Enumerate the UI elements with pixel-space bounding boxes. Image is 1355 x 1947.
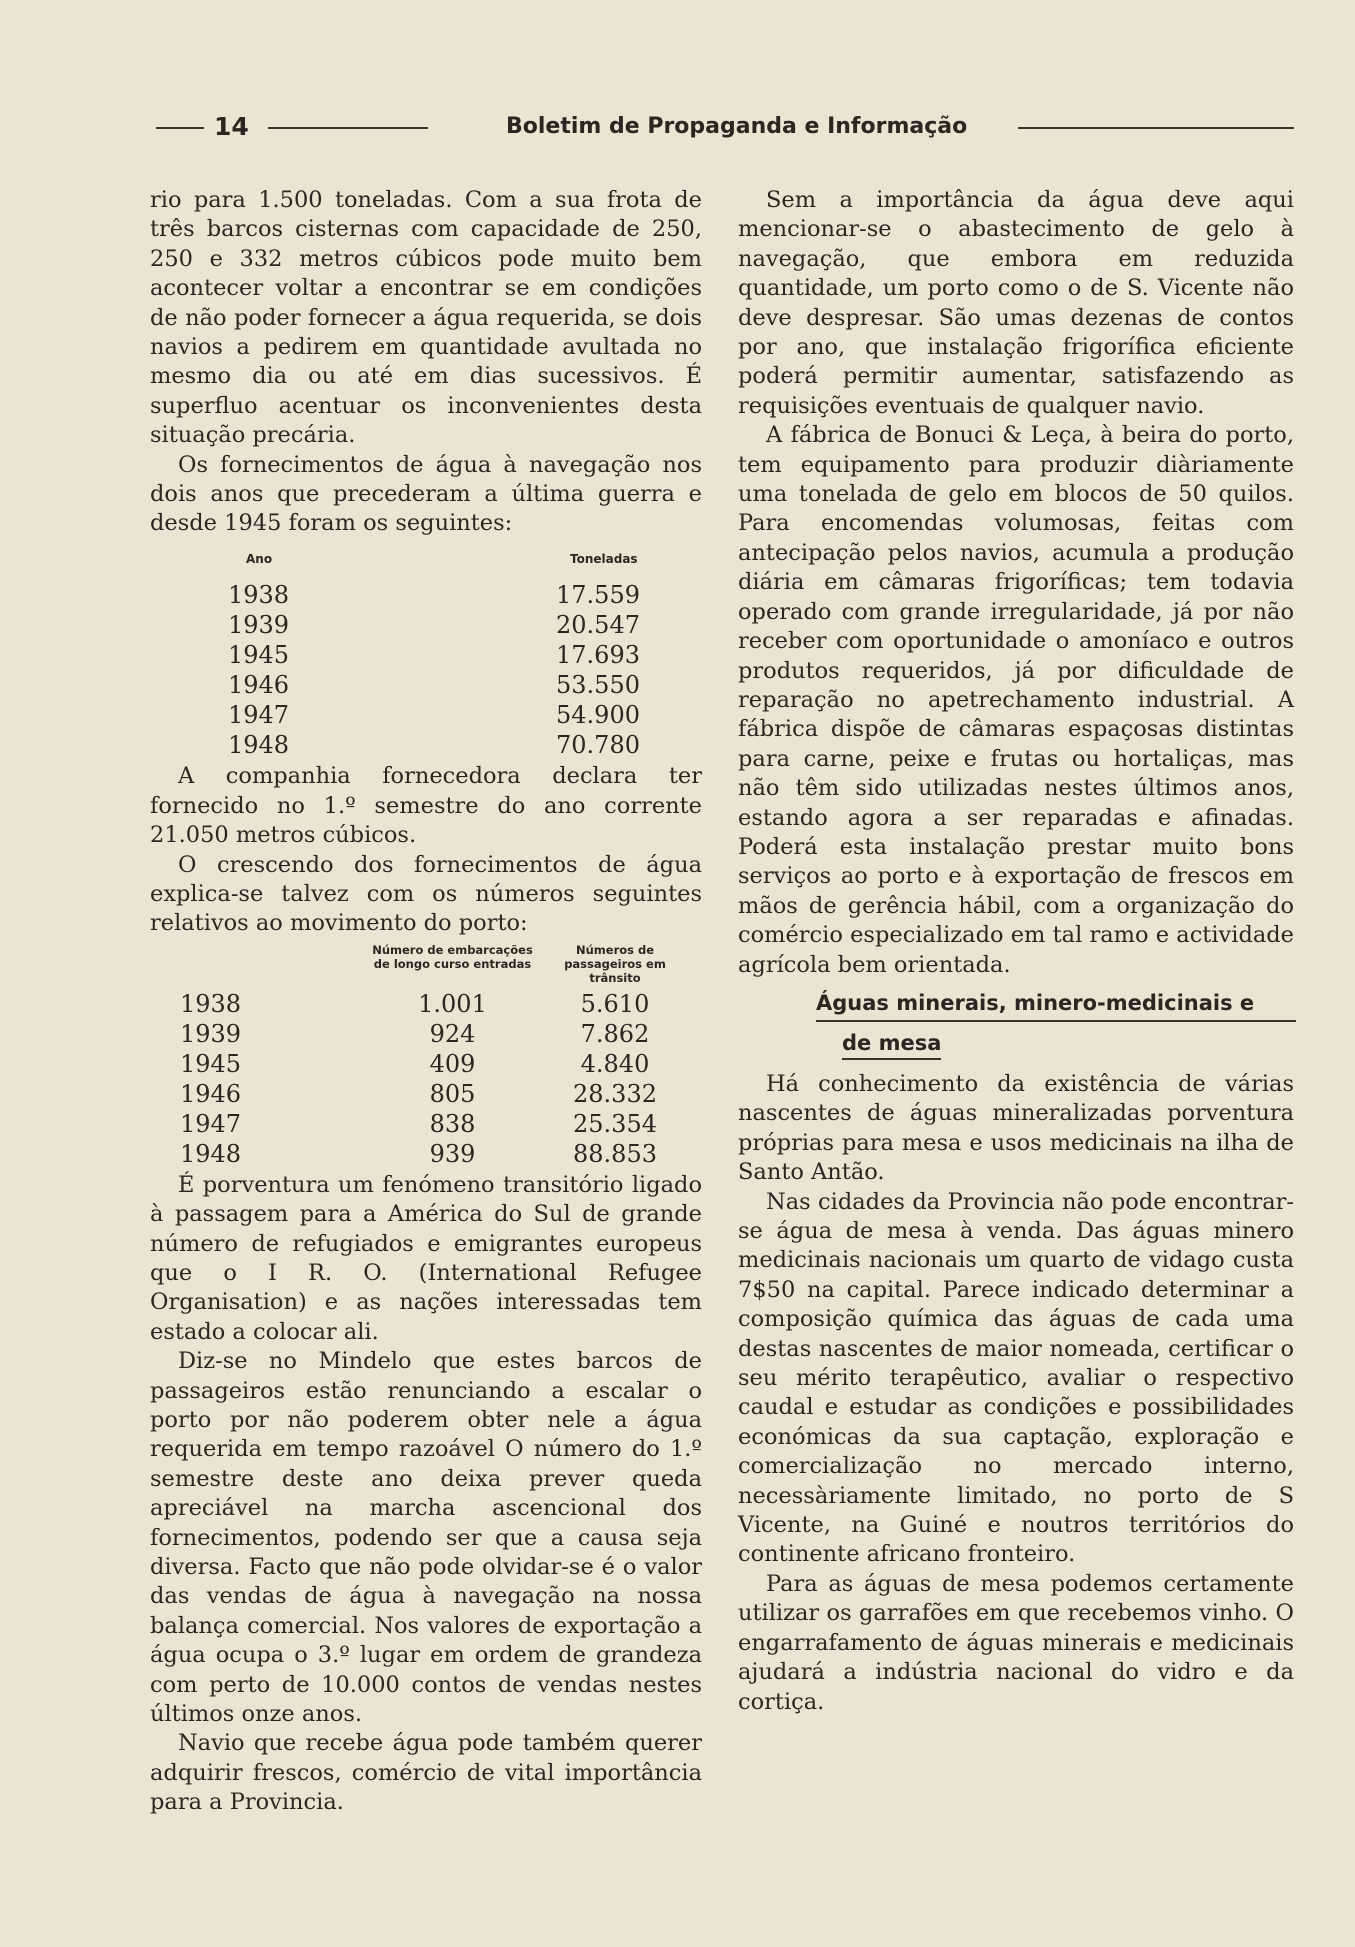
table-row [150,1019,690,1049]
table-row [150,1109,690,1139]
cell-year: 1938 [228,581,290,610]
paragraph: Diz-se no Mindelo que estes barcos de passageiros estão renunciando a escalar o porto por não poderem obter nele a água requerida em tempo razoável O número do 1.º semestre deste ano deixa prever queda apreciável na marcha ascencional dos fornecimentos, podendo ser que a causa seja diversa. Facto que não pode olvidar-se é o valor das vendas de água à navegação na nossa balança comercial. Nos valores de exportação a água ocupa o 3.º lugar em ordem de grandeza com perto de 10.000 contos de vendas nestes últimos onze anos. [150,1348,702,1728]
cell-passengers: 5.610 [580,989,650,1018]
paragraph: Para as águas de mesa podemos certamente utilizar os garrafões em que recebemos vinho. O engarrafamento de águas minerais e medicinais ajudará a indústria nacional do vidro e da cortiça. [738,1570,1294,1715]
cell-passengers: 28.332 [573,1079,657,1108]
section-heading-rule [816,1020,1296,1022]
table-row [150,1139,690,1169]
cell-year: 1947 [180,1109,242,1138]
running-header [156,112,1296,148]
cell-tons: 20.547 [556,611,640,640]
column-header-passengers: Números de passageiros em trânsito [564,942,666,985]
paragraph: A fábrica de Bonuci & Leça, à beira do porto, tem equipamento para produzir diàriamente uma tonelada de gelo em blocos de 50 quilos. Para encomendas volumosas, feitas com antecipação pelos navios, acumula a produção diária em câmaras frigoríficas; tem todavia operado com grande irregularidade, já por não receber com oportunidade o amoníaco e outros produtos requeridos, já por dificuldade de reparação no apetrechamento industrial. A fábrica dispõe de câmaras espaçosas distintas para carne, peixe e frutas ou hortaliças, mas não têm sido utilizadas nestes últimos anos, estando agora a ser reparadas e afinadas. Poderá esta instalação prestar muito bons serviços ao porto e à exportação de frescos em mãos de gerência hábil, com a organização do comércio especializado em tal ramo e actividade agrícola bem orientada. [738,422,1294,978]
page-number: 14 [214,112,249,141]
section-heading-line-2: de mesa [842,1028,941,1060]
cell-year: 1948 [228,731,290,760]
table-row [150,640,690,670]
table-row [150,989,690,1019]
section-heading [738,988,1294,1060]
cell-passengers: 25.354 [573,1109,657,1138]
cell-tons: 54.900 [556,701,640,730]
header-rule-right [1018,127,1294,129]
column-header-year [150,943,365,989]
section-heading-line-1: Águas minerais, minero-medicinais e [816,990,1255,1015]
cell-year: 1948 [180,1139,242,1168]
header-rule-left-short [156,127,204,129]
cell-tons: 17.559 [556,581,640,610]
table-row [150,730,690,760]
table-row [150,670,690,700]
cell-ships: 838 [429,1109,476,1138]
paragraph: É porventura um fenómeno transitório ligado à passagem para a América do Sul de grande número de refugiados e emigrantes europeus que o I R. O. (International Refugee Organisation) e as nações interessadas tem estado a colocar ali. [150,1171,702,1345]
column-header-year: Ano [246,551,273,566]
cell-passengers: 88.853 [573,1139,657,1168]
cell-year: 1945 [228,641,290,670]
cell-ships: 1.001 [418,989,487,1018]
cell-year: 1939 [228,611,290,640]
cell-passengers: 4.840 [580,1049,650,1078]
paragraph: Há conhecimento da existência de várias nascentes de águas mineralizadas porventura próprias para mesa e usos medicinais na ilha de Santo Antão. [738,1070,1294,1186]
cell-ships: 939 [429,1139,476,1168]
cell-tons: 17.693 [556,641,640,670]
table-row [150,610,690,640]
water-supply-table [150,545,690,760]
cell-year: 1947 [228,701,290,730]
cell-ships: 409 [429,1049,476,1078]
cell-ships: 805 [429,1079,476,1108]
paragraph: Os fornecimentos de água à navegação nos dois anos que precederam a última guerra e desde 1945 foram os seguintes: [150,451,702,537]
paragraph: O crescendo dos fornecimentos de água explica-se talvez com os números seguintes relativos ao movimento do porto: [150,851,702,937]
paragraph: rio para 1.500 toneladas. Com a sua frota de três barcos cisternas com capacidade de 250, 250 e 332 metros cúbicos pode muito bem acontecer voltar a encontrar se em condições de não poder fornecer a água requerida, se dois navios a pedirem em quantidade avultada no mesmo dia ou até em dias sucessivos. É superfluo acentuar os inconvenientes desta situação precária. [150,187,702,449]
cell-year: 1945 [180,1049,242,1078]
paragraph: Sem a importância da água deve aqui mencionar-se o abastecimento de gelo à navegação, que embora em reduzida quantidade, um porto como o de S. Vicente não deve despresar. São umas dezenas de contos por ano, que instalação frigorífica eficiente poderá permitir aumentar, satisfazendo as requisições eventuais de qualquer navio. [738,187,1294,419]
running-title: Boletim de Propaganda e Informação [506,114,968,139]
table-row [150,580,690,610]
cell-year: 1938 [180,989,242,1018]
header-rule-left [268,127,428,129]
column-header-ships: Número de embarcações de longo curso entradas [372,942,533,971]
cell-year: 1946 [228,671,290,700]
cell-passengers: 7.862 [580,1019,650,1048]
cell-year: 1939 [180,1019,242,1048]
port-movement-table [150,943,690,1169]
paragraph: Navio que recebe água pode também querer adquirir frescos, comércio de vital importância para a Provincia. [150,1730,702,1816]
cell-tons: 70.780 [556,731,640,760]
table-row [150,700,690,730]
left-column [150,186,702,1818]
column-header-tons: Toneladas [570,551,638,566]
cell-ships: 924 [429,1019,476,1048]
paragraph: Nas cidades da Provincia não pode encontrar-se água de mesa à venda. Das águas minero medicinais nacionais um quarto de vidago custa 7$50 na capital. Parece indicado determinar a composição química das águas de cada uma destas nascentes de maior nomeada, certificar o seu mérito terapêutico, avaliar o respectivo caudal e estudar as condições e possibilidades económicas da sua captação, exploração e comercialização no mercado interno, necessàriamente limitado, no porto de S Vicente, na Guiné e noutros territórios do continente africano fronteiro. [738,1188,1294,1568]
right-column [738,186,1294,1717]
table-row [150,1049,690,1079]
paragraph: A companhia fornecedora declara ter fornecido no 1.º semestre do ano corrente 21.050 metros cúbicos. [150,763,702,849]
table-row [150,1079,690,1109]
cell-tons: 53.550 [556,671,640,700]
cell-year: 1946 [180,1079,242,1108]
